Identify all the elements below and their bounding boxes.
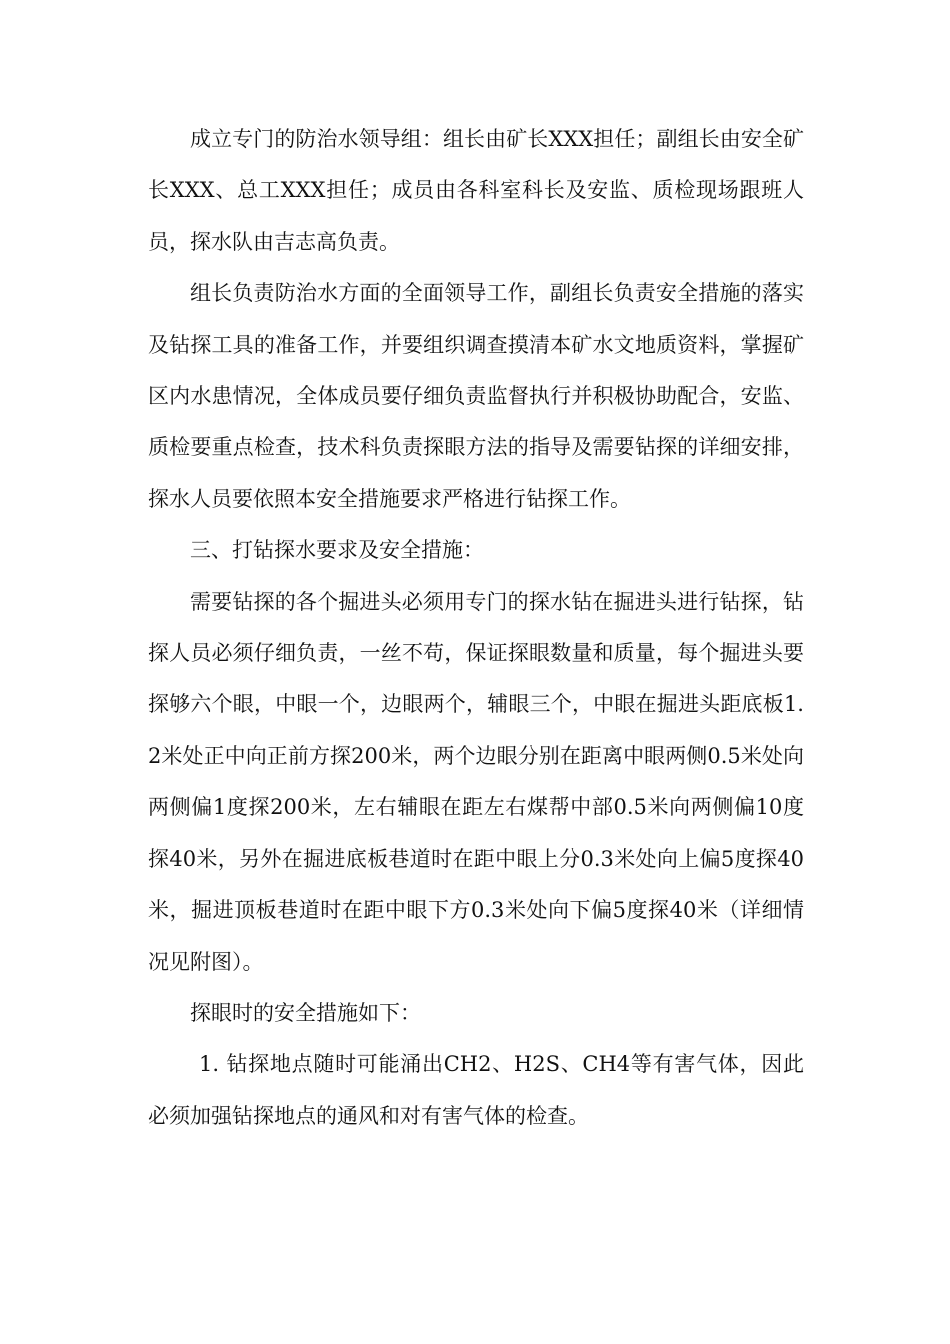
paragraph-safety-intro: 探眼时的安全措施如下： xyxy=(190,1000,421,1025)
document-body xyxy=(148,114,804,1142)
paragraph-leadership-group: 成立专门的防治水领导组：组长由矿长XXX担任；副组长由安全矿长XXX、总工XXX担任；成员由各科室科长及安监、质检现场跟班人员，探水队由吉志高负责。 xyxy=(148,127,804,254)
paragraph-responsibilities: 组长负责防治水方面的全面领导工作，副组长负责安全措施的落实及钻探工具的准备工作，并要组织调查摸清本矿水文地质资料，掌握矿区内水患情况，全体成员要仔细负责监督执行并积极协助配合，安监、质检要重点检查，技术科负责探眼方法的指导及需要钻探的详细安排，探水人员要依照本安全措施要求严格进行钻探工作。 xyxy=(148,281,804,511)
list-item-safety-1: 1. 钻探地点随时可能涌出CH2、H2S、CH4等有害气体，因此必须加强钻探地点的通风和对有害气体的检查。 xyxy=(148,1052,804,1128)
paragraph-drilling-requirements: 需要钻探的各个掘进头必须用专门的探水钻在掘进头进行钻探，钻探人员必须仔细负责，一丝不苟，保证探眼数量和质量，每个掘进头要探够六个眼，中眼一个，边眼两个，辅眼三个，中眼在掘进头距底板1.2米处正中向正前方探200米，两个边眼分别在距离中眼两侧0.5米处向两侧偏1度探200米，左右辅眼在距左右煤帮中部0.5米向两侧偏10度探40米，另外在掘进底板巷道时在距中眼上分0.3米处向上偏5度探40米，掘进顶板巷道时在距中眼下方0.3米处向下偏5度探40米（详细情况见附图）。 xyxy=(148,589,804,974)
section-heading: 三、打钻探水要求及安全措施： xyxy=(190,538,484,563)
